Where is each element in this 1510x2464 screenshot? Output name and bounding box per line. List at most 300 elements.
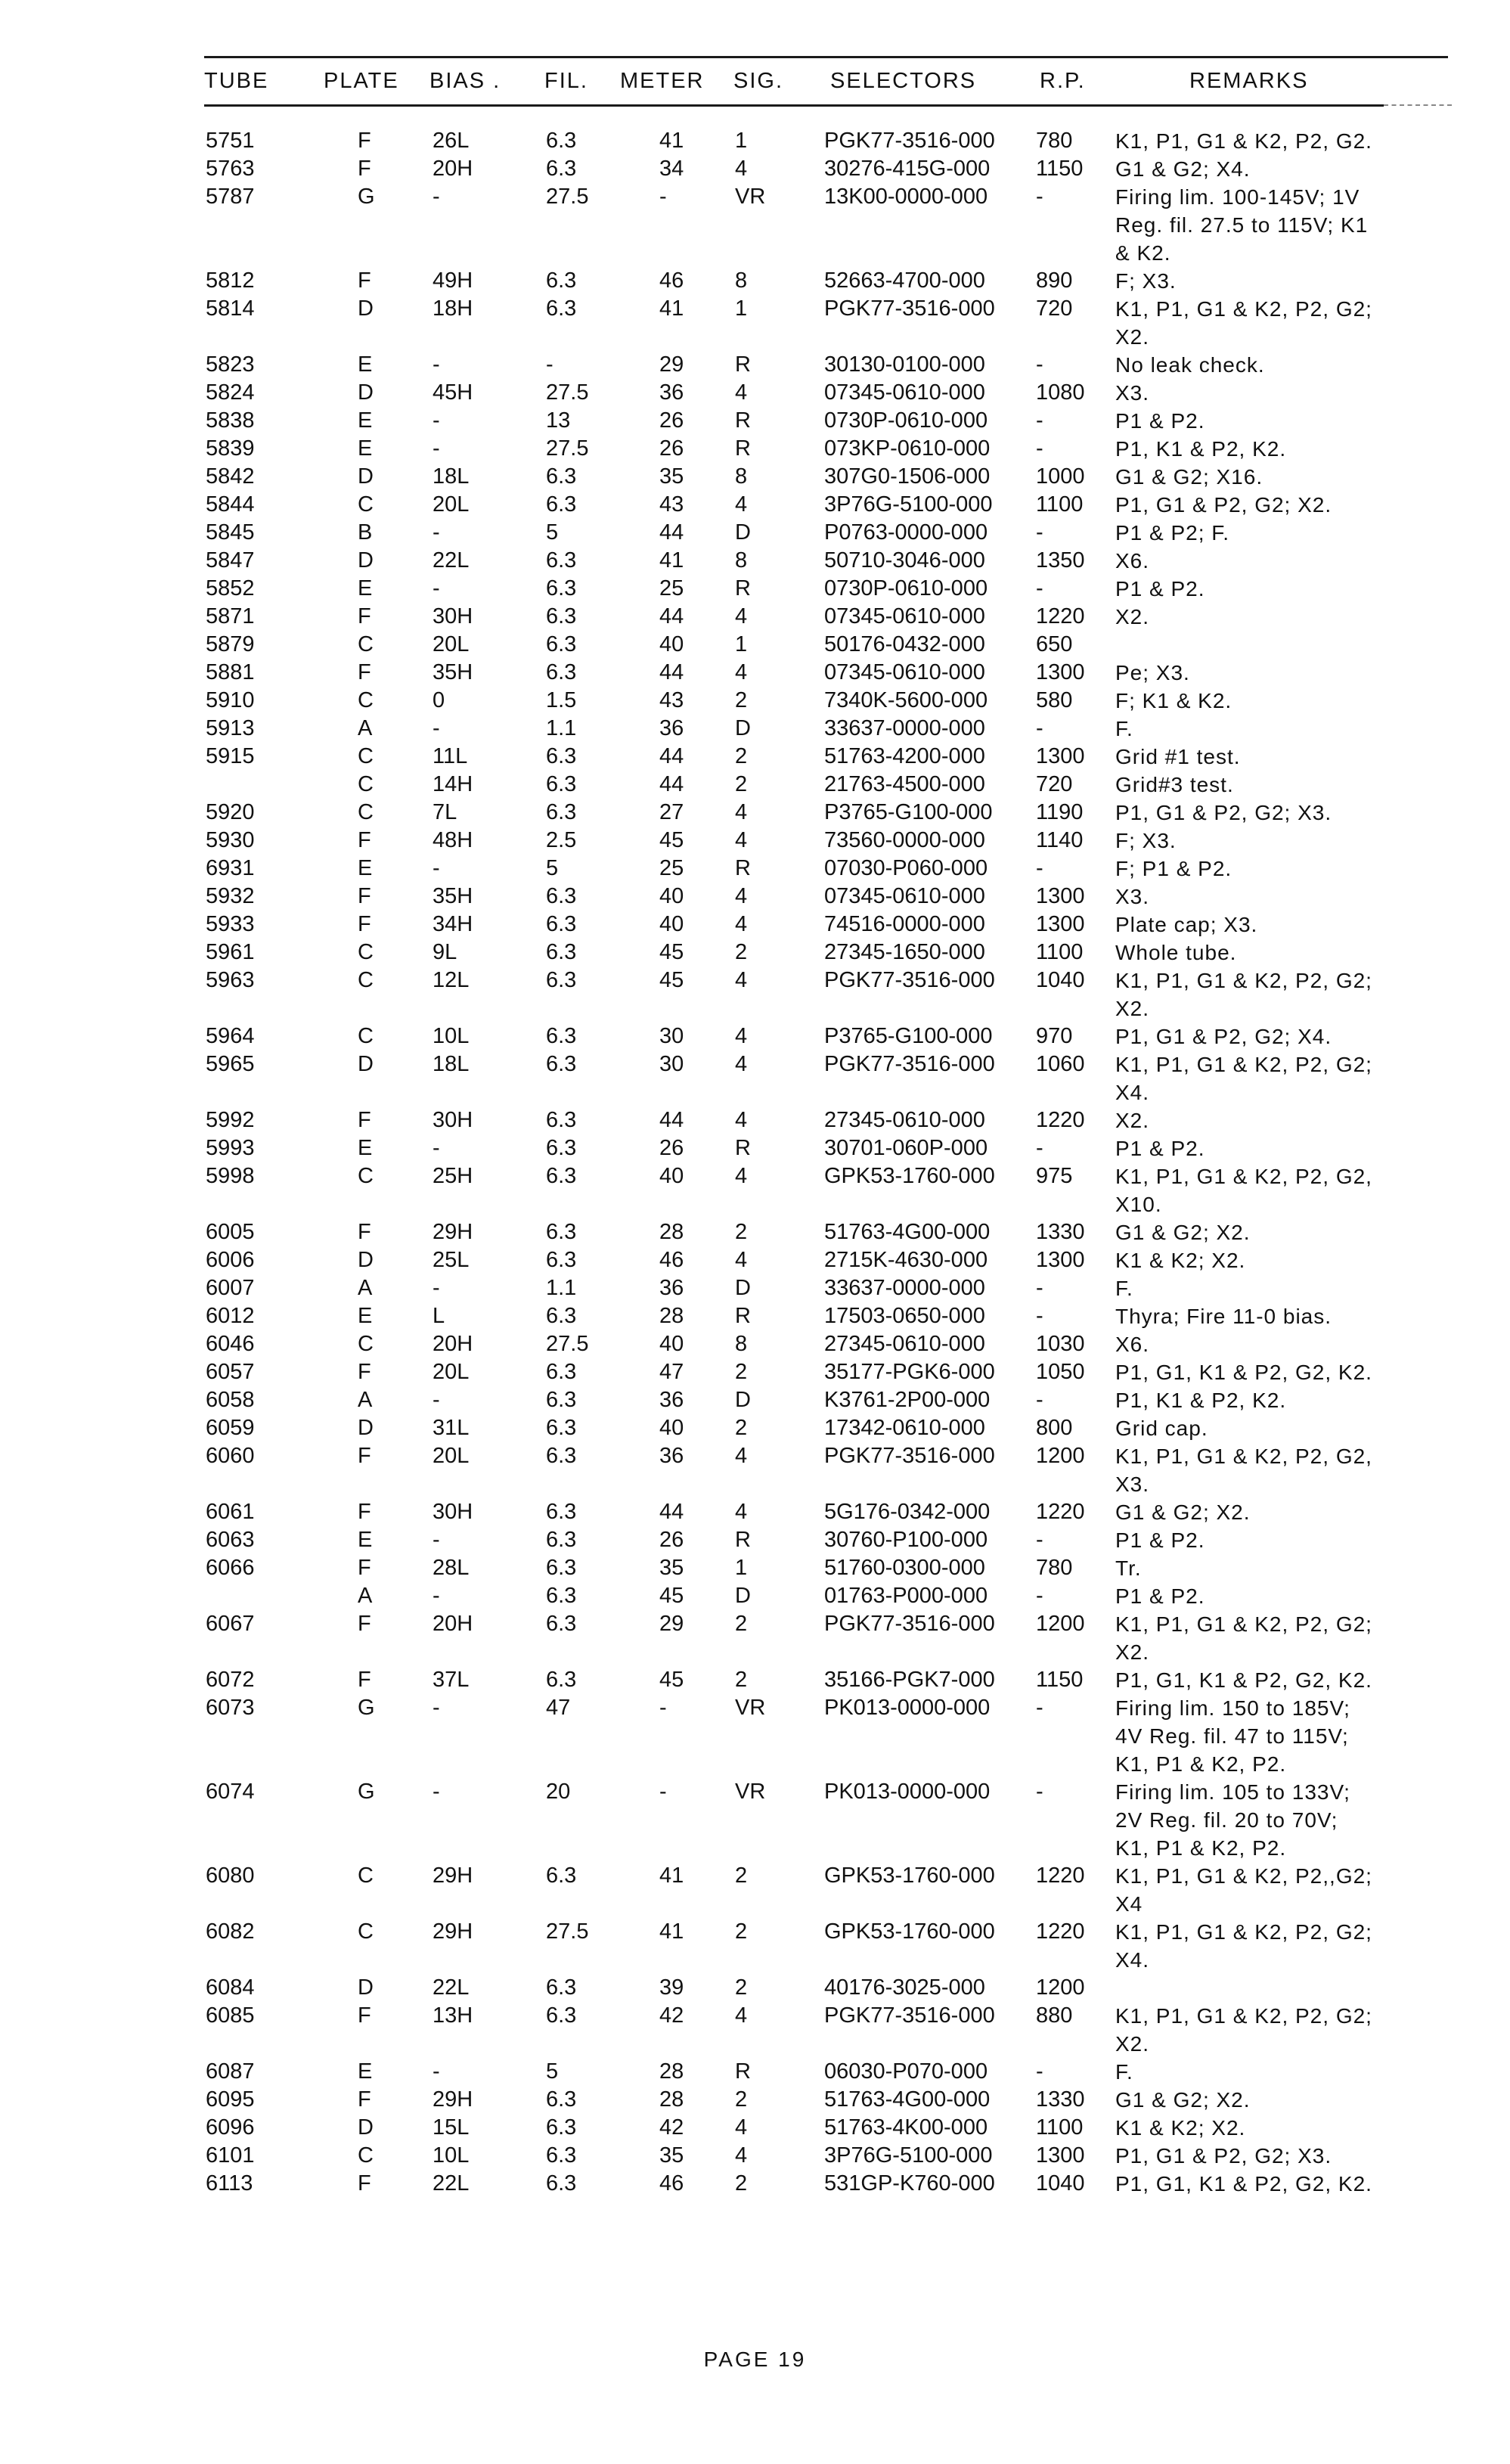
- remark-line: Thyra; Fire 11-0 bias.: [1115, 1305, 1332, 1328]
- cell-tube: 6087: [206, 2059, 255, 2084]
- remark-line: X2.: [1115, 2032, 1150, 2056]
- remark-line: F.: [1115, 1277, 1133, 1300]
- col-header-sig: SIG.: [733, 69, 784, 93]
- cell-plate: G: [358, 1696, 375, 1720]
- cell-sig: 2: [735, 1919, 748, 1944]
- cell-meter: 35: [659, 2143, 684, 2168]
- cell-selectors: 5G176-0342-000: [824, 1500, 991, 1524]
- cell-remarks: [1115, 183, 1368, 267]
- table-row: [0, 575, 1510, 603]
- cell-bias: 14H: [433, 772, 473, 796]
- cell-rp: -: [1036, 436, 1043, 461]
- cell-plate: D: [358, 296, 374, 321]
- cell-meter: 45: [659, 968, 684, 992]
- cell-meter: 45: [659, 1668, 684, 1692]
- cell-meter: 42: [659, 2115, 684, 2140]
- cell-rp: 720: [1036, 296, 1073, 321]
- cell-remarks: [1115, 267, 1177, 295]
- cell-fil: 6.3: [546, 968, 577, 992]
- cell-meter: -: [659, 185, 667, 209]
- cell-bias: -: [433, 1388, 440, 1412]
- cell-bias: -: [433, 856, 440, 880]
- cell-bias: 25L: [433, 1248, 470, 1272]
- cell-selectors: P3765-G100-000: [824, 800, 993, 824]
- cell-rp: -: [1036, 408, 1043, 433]
- remark-line: P1, G1 & P2, G2; X3.: [1115, 801, 1332, 824]
- cell-tube: 5844: [206, 492, 255, 517]
- table-row: [0, 1386, 1510, 1414]
- cell-meter: 36: [659, 1388, 684, 1412]
- remark-line: X3.: [1115, 1473, 1150, 1496]
- cell-rp: 650: [1036, 632, 1073, 656]
- cell-rp: 1220: [1036, 1864, 1085, 1888]
- cell-tube: 6060: [206, 1444, 255, 1468]
- table-row: [0, 687, 1510, 715]
- cell-bias: 20H: [433, 1612, 473, 1636]
- cell-bias: 48H: [433, 828, 473, 852]
- cell-fil: 6.3: [546, 632, 577, 656]
- cell-tube: 5852: [206, 576, 255, 600]
- cell-meter: 28: [659, 2059, 684, 2084]
- cell-tube: 5824: [206, 380, 255, 405]
- table-row: [0, 827, 1510, 855]
- cell-bias: 10L: [433, 1024, 470, 1048]
- cell-remarks: [1115, 2170, 1372, 2198]
- cell-meter: 25: [659, 576, 684, 600]
- table-row: [0, 1023, 1510, 1050]
- cell-sig: 4: [735, 800, 748, 824]
- cell-plate: C: [358, 772, 374, 796]
- table-row: [0, 127, 1510, 155]
- table-row: [0, 1918, 1510, 1974]
- cell-fil: 6.3: [546, 1360, 577, 1384]
- cell-plate: F: [358, 1612, 371, 1636]
- cell-bias: 7L: [433, 800, 457, 824]
- cell-sig: R: [735, 352, 751, 377]
- cell-remarks: [1115, 1302, 1332, 1330]
- cell-tube: 6007: [206, 1276, 255, 1300]
- cell-sig: 4: [735, 884, 748, 908]
- remark-line: X10.: [1115, 1193, 1162, 1216]
- remark-line: P1 & P2; F.: [1115, 521, 1230, 545]
- cell-sig: 4: [735, 1500, 748, 1524]
- remark-line: P1 & P2.: [1115, 1137, 1205, 1160]
- table-row: [0, 911, 1510, 939]
- cell-sig: 4: [735, 492, 748, 517]
- cell-selectors: 40176-3025-000: [824, 1975, 985, 2000]
- cell-fil: 6.3: [546, 884, 577, 908]
- cell-meter: 44: [659, 520, 684, 545]
- cell-rp: 1030: [1036, 1332, 1085, 1356]
- table-row: [0, 183, 1510, 267]
- cell-rp: 1300: [1036, 912, 1085, 936]
- cell-sig: 2: [735, 1864, 748, 1888]
- remark-line: X6.: [1115, 1333, 1150, 1356]
- cell-selectors: PGK77-3516-000: [824, 2003, 995, 2028]
- cell-tube: 5845: [206, 520, 255, 545]
- remark-line: X4.: [1115, 1081, 1150, 1104]
- cell-plate: C: [358, 632, 374, 656]
- cell-sig: 1: [735, 296, 748, 321]
- cell-tube: 5812: [206, 268, 255, 293]
- cell-selectors: 2715K-4630-000: [824, 1248, 988, 1272]
- cell-plate: D: [358, 380, 374, 405]
- cell-tube: 6101: [206, 2143, 255, 2168]
- cell-fil: 27.5: [546, 185, 589, 209]
- cell-fil: 6.3: [546, 1108, 577, 1132]
- cell-remarks: [1115, 379, 1149, 407]
- cell-remarks: [1115, 939, 1236, 967]
- cell-plate: F: [358, 1668, 371, 1692]
- cell-sig: 2: [735, 1220, 748, 1244]
- cell-tube: 6012: [206, 1304, 255, 1328]
- cell-bias: 22L: [433, 2171, 470, 2196]
- cell-tube: 6006: [206, 1248, 255, 1272]
- cell-tube: 5881: [206, 660, 255, 684]
- cell-rp: 975: [1036, 1164, 1073, 1188]
- cell-selectors: 06030-P070-000: [824, 2059, 988, 2084]
- cell-meter: 44: [659, 744, 684, 768]
- cell-rp: 1040: [1036, 968, 1085, 992]
- cell-plate: F: [358, 1220, 371, 1244]
- cell-plate: C: [358, 1864, 374, 1888]
- col-header-meter: METER: [620, 69, 705, 93]
- cell-meter: 45: [659, 940, 684, 964]
- cell-sig: 8: [735, 464, 748, 489]
- cell-meter: 47: [659, 1360, 684, 1384]
- cell-sig: 4: [735, 380, 748, 405]
- remark-line: & K2.: [1115, 241, 1171, 265]
- table-row: [0, 547, 1510, 575]
- cell-meter: 35: [659, 464, 684, 489]
- cell-remarks: [1115, 1862, 1372, 1918]
- cell-sig: 1: [735, 129, 748, 153]
- cell-plate: D: [358, 2115, 374, 2140]
- cell-plate: E: [358, 1528, 373, 1552]
- cell-meter: 29: [659, 1612, 684, 1636]
- cell-tube: 6066: [206, 1556, 255, 1580]
- cell-tube: 5963: [206, 968, 255, 992]
- cell-fil: 6.3: [546, 2087, 577, 2112]
- cell-selectors: 3P76G-5100-000: [824, 492, 993, 517]
- table-row: [0, 1106, 1510, 1134]
- cell-bias: -: [433, 2059, 440, 2084]
- cell-tube: 6931: [206, 856, 255, 880]
- cell-plate: D: [358, 1416, 374, 1440]
- cell-tube: 6059: [206, 1416, 255, 1440]
- remark-line: Pe; X3.: [1115, 661, 1190, 684]
- cell-tube: 6067: [206, 1612, 255, 1636]
- cell-bias: 20L: [433, 632, 470, 656]
- cell-meter: 40: [659, 1332, 684, 1356]
- cell-fil: 6.3: [546, 129, 577, 153]
- table-row: [0, 1582, 1510, 1610]
- cell-tube: 5787: [206, 185, 255, 209]
- cell-rp: 1140: [1036, 828, 1084, 852]
- cell-meter: 27: [659, 800, 684, 824]
- cell-plate: B: [358, 520, 373, 545]
- cell-rp: 1060: [1036, 1052, 1085, 1076]
- cell-fil: 6.3: [546, 576, 577, 600]
- remark-line: Tr.: [1115, 1556, 1142, 1580]
- cell-rp: 1100: [1036, 940, 1084, 964]
- cell-sig: 2: [735, 2171, 748, 2196]
- table-row: [0, 435, 1510, 463]
- cell-sig: 4: [735, 2143, 748, 2168]
- table-row: [0, 1694, 1510, 1778]
- cell-selectors: 30760-P100-000: [824, 1528, 988, 1552]
- cell-remarks: [1115, 2002, 1372, 2058]
- cell-sig: 4: [735, 968, 748, 992]
- cell-selectors: PK013-0000-000: [824, 1696, 991, 1720]
- col-header-tube: TUBE: [204, 69, 269, 93]
- cell-sig: R: [735, 1528, 751, 1552]
- cell-remarks: [1115, 491, 1332, 519]
- cell-meter: 40: [659, 884, 684, 908]
- cell-plate: C: [358, 2143, 374, 2168]
- cell-meter: 46: [659, 2171, 684, 2196]
- cell-sig: 2: [735, 1416, 748, 1440]
- cell-remarks: [1115, 1778, 1350, 1862]
- table-row: [0, 1414, 1510, 1442]
- remark-line: 2V Reg. fil. 20 to 70V;: [1115, 1808, 1338, 1832]
- table-row: [0, 1162, 1510, 1218]
- cell-rp: 1330: [1036, 2087, 1085, 2112]
- remark-line: Grid cap.: [1115, 1417, 1208, 1440]
- table-row: [0, 855, 1510, 883]
- cell-rp: 1150: [1036, 157, 1084, 181]
- cell-bias: -: [433, 436, 440, 461]
- cell-rp: 1300: [1036, 884, 1085, 908]
- cell-remarks: [1115, 883, 1149, 911]
- remark-line: Firing lim. 150 to 185V;: [1115, 1696, 1350, 1720]
- cell-sig: 4: [735, 1248, 748, 1272]
- cell-rp: -: [1036, 2059, 1043, 2084]
- cell-plate: C: [358, 688, 374, 712]
- cell-tube: 5930: [206, 828, 255, 852]
- cell-fil: 6.3: [546, 1052, 577, 1076]
- cell-plate: A: [358, 1276, 373, 1300]
- remark-line: Plate cap; X3.: [1115, 913, 1258, 936]
- cell-rp: 1220: [1036, 604, 1085, 628]
- cell-plate: E: [358, 408, 373, 433]
- remark-line: F; X3.: [1115, 269, 1177, 293]
- cell-rp: 1150: [1036, 1668, 1084, 1692]
- remark-line: X6.: [1115, 549, 1150, 573]
- remark-line: K1, P1, G1 & K2, P2, G2;: [1115, 1612, 1372, 1636]
- cell-selectors: 27345-0610-000: [824, 1332, 985, 1356]
- remark-line: P1, G1 & P2, G2; X4.: [1115, 1025, 1332, 1048]
- cell-tube: 5763: [206, 157, 255, 181]
- cell-remarks: [1115, 1134, 1205, 1162]
- table-row: [0, 659, 1510, 687]
- cell-remarks: [1115, 435, 1286, 463]
- table-row: [0, 1274, 1510, 1302]
- cell-fil: 27.5: [546, 1332, 589, 1356]
- table-row: [0, 1302, 1510, 1330]
- cell-meter: 43: [659, 688, 684, 712]
- table-row: [0, 1974, 1510, 2002]
- cell-plate: A: [358, 716, 373, 740]
- cell-meter: 44: [659, 1108, 684, 1132]
- cell-selectors: PGK77-3516-000: [824, 1612, 995, 1636]
- remark-line: F.: [1115, 717, 1133, 740]
- cell-tube: 6080: [206, 1864, 255, 1888]
- header-rule-fade: [1384, 104, 1452, 106]
- cell-meter: 40: [659, 632, 684, 656]
- cell-bias: -: [433, 1136, 440, 1160]
- cell-fil: 6.3: [546, 1248, 577, 1272]
- cell-bias: 20H: [433, 157, 473, 181]
- table-row: [0, 351, 1510, 379]
- cell-bias: 11L: [433, 744, 468, 768]
- cell-sig: 4: [735, 2115, 748, 2140]
- cell-fil: 13: [546, 408, 571, 433]
- cell-remarks: [1115, 351, 1265, 379]
- cell-meter: 40: [659, 1416, 684, 1440]
- cell-remarks: [1115, 1526, 1205, 1554]
- cell-plate: F: [358, 1556, 371, 1580]
- cell-fil: 5: [546, 856, 559, 880]
- cell-selectors: 07345-0610-000: [824, 604, 985, 628]
- cell-bias: 29H: [433, 2087, 473, 2112]
- cell-tube: 5838: [206, 408, 255, 433]
- cell-remarks: [1115, 1106, 1149, 1134]
- cell-plate: G: [358, 185, 375, 209]
- cell-sig: 4: [735, 1108, 748, 1132]
- cell-meter: 41: [659, 548, 684, 573]
- cell-rp: 1300: [1036, 660, 1085, 684]
- cell-remarks: [1115, 1498, 1251, 1526]
- cell-sig: 4: [735, 1052, 748, 1076]
- cell-meter: 36: [659, 1276, 684, 1300]
- cell-rp: 890: [1036, 268, 1073, 293]
- cell-selectors: GPK53-1760-000: [824, 1164, 995, 1188]
- cell-fil: 6.3: [546, 1528, 577, 1552]
- cell-remarks: [1115, 743, 1241, 771]
- cell-fil: 6.3: [546, 268, 577, 293]
- cell-tube: 6113: [206, 2171, 253, 2196]
- cell-rp: 1100: [1036, 492, 1084, 517]
- cell-tube: 5933: [206, 912, 255, 936]
- cell-bias: -: [433, 1276, 440, 1300]
- table-row: [0, 967, 1510, 1023]
- cell-plate: E: [358, 856, 373, 880]
- cell-bias: 25H: [433, 1164, 473, 1188]
- remark-line: P1, G1 & P2, G2; X3.: [1115, 2144, 1332, 2168]
- col-header-selectors: SELECTORS: [830, 69, 977, 93]
- remark-line: X4: [1115, 1892, 1143, 1916]
- cell-meter: 41: [659, 1864, 684, 1888]
- cell-bias: 12L: [433, 968, 470, 992]
- remark-line: P1 & P2.: [1115, 1528, 1205, 1552]
- col-header-plate: PLATE: [324, 69, 399, 93]
- table-row: [0, 2058, 1510, 2086]
- cell-bias: 29H: [433, 1864, 473, 1888]
- cell-remarks: [1115, 715, 1133, 743]
- cell-remarks: [1115, 687, 1232, 715]
- cell-tube: 5998: [206, 1164, 255, 1188]
- cell-fil: 6.3: [546, 1164, 577, 1188]
- table-row: [0, 2142, 1510, 2170]
- cell-bias: 29H: [433, 1220, 473, 1244]
- cell-remarks: [1115, 911, 1257, 939]
- table-row: [0, 267, 1510, 295]
- cell-tube: 5879: [206, 632, 255, 656]
- cell-tube: 5842: [206, 464, 255, 489]
- table-row: [0, 1778, 1510, 1862]
- cell-selectors: 51763-4G00-000: [824, 1220, 991, 1244]
- cell-sig: 4: [735, 1024, 748, 1048]
- cell-fil: -: [546, 352, 553, 377]
- cell-selectors: GPK53-1760-000: [824, 1919, 995, 1944]
- cell-remarks: [1115, 2058, 1133, 2086]
- remark-line: X3.: [1115, 381, 1150, 405]
- table-row: [0, 1050, 1510, 1106]
- table-header: [0, 69, 1510, 99]
- cell-sig: 4: [735, 912, 748, 936]
- table-row: [0, 1554, 1510, 1582]
- cell-sig: 8: [735, 548, 748, 573]
- cell-plate: F: [358, 2087, 371, 2112]
- cell-remarks: [1115, 1386, 1286, 1414]
- remark-line: X2.: [1115, 605, 1150, 628]
- cell-sig: 1: [735, 1556, 748, 1580]
- cell-fil: 6.3: [546, 1444, 577, 1468]
- cell-bias: 28L: [433, 1556, 470, 1580]
- cell-tube: 5965: [206, 1052, 255, 1076]
- cell-tube: 6084: [206, 1975, 255, 2000]
- cell-plate: F: [358, 912, 371, 936]
- cell-fil: 1.1: [546, 716, 577, 740]
- cell-bias: 10L: [433, 2143, 470, 2168]
- cell-fil: 6.3: [546, 940, 577, 964]
- cell-remarks: [1115, 407, 1205, 435]
- cell-selectors: 50176-0432-000: [824, 632, 985, 656]
- cell-plate: D: [358, 464, 374, 489]
- cell-plate: G: [358, 1780, 375, 1804]
- col-header-rp: R.P.: [1040, 69, 1086, 93]
- cell-fil: 6.3: [546, 1136, 577, 1160]
- cell-meter: 36: [659, 1444, 684, 1468]
- cell-plate: F: [358, 1444, 371, 1468]
- cell-bias: 49H: [433, 268, 473, 293]
- remark-line: F; P1 & P2.: [1115, 857, 1232, 880]
- cell-remarks: [1115, 575, 1205, 603]
- cell-bias: -: [433, 576, 440, 600]
- table-row: [0, 519, 1510, 547]
- remark-line: F; X3.: [1115, 829, 1177, 852]
- cell-bias: 22L: [433, 548, 470, 573]
- cell-meter: 40: [659, 1164, 684, 1188]
- cell-selectors: PGK77-3516-000: [824, 968, 995, 992]
- cell-sig: VR: [735, 1780, 766, 1804]
- cell-bias: 37L: [433, 1668, 470, 1692]
- cell-remarks: [1115, 1610, 1372, 1666]
- cell-selectors: 3P76G-5100-000: [824, 2143, 993, 2168]
- cell-selectors: 35177-PGK6-000: [824, 1360, 995, 1384]
- cell-remarks: [1115, 2142, 1332, 2170]
- cell-selectors: 17342-0610-000: [824, 1416, 985, 1440]
- cell-remarks: [1115, 1442, 1372, 1498]
- cell-remarks: [1115, 547, 1149, 575]
- cell-plate: F: [358, 129, 371, 153]
- cell-tube: 5847: [206, 548, 255, 573]
- table-row: [0, 743, 1510, 771]
- cell-sig: D: [735, 1276, 751, 1300]
- cell-tube: 6005: [206, 1220, 255, 1244]
- table-row: [0, 1330, 1510, 1358]
